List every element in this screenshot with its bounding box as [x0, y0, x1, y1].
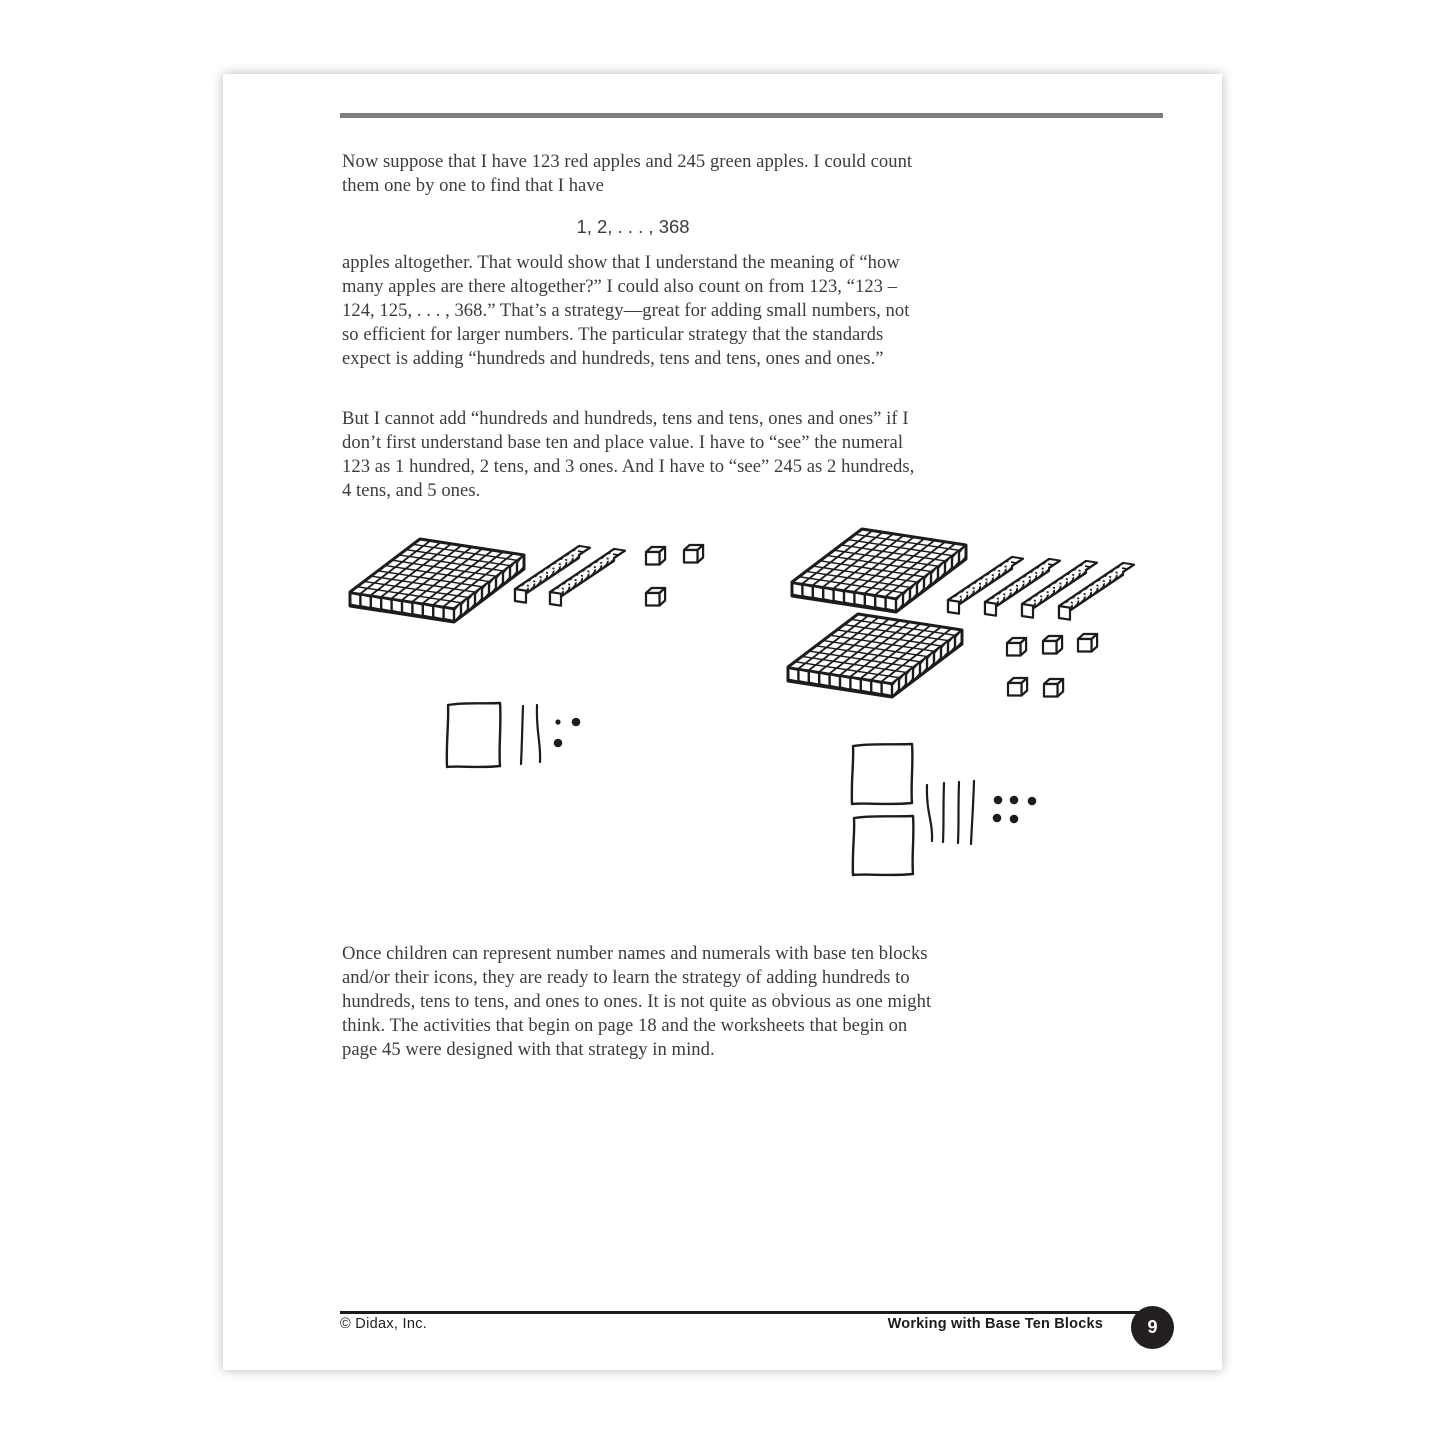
one-dot-icon — [1010, 815, 1019, 824]
hundred-flat-block — [350, 539, 524, 622]
one-dot-icon — [572, 718, 581, 727]
base-ten-blocks-figure — [330, 520, 1190, 910]
hundred-flat-block — [788, 614, 962, 697]
copyright-text: © Didax, Inc. — [340, 1316, 428, 1332]
one-unit-cube — [1043, 636, 1062, 654]
hundred-square-icon — [853, 816, 914, 875]
document-page — [223, 74, 1222, 1370]
ten-stick-icon — [537, 705, 540, 762]
one-unit-cube — [1008, 678, 1027, 696]
ten-stick-icon — [943, 783, 944, 842]
paragraph-counting: Now suppose that I have 123 red apples and 245 green apples. I could count them one by one to find that I have — [342, 151, 913, 196]
one-dot-icon — [555, 719, 560, 724]
one-dot-icon — [1010, 796, 1019, 805]
ten-stick-icon — [958, 782, 959, 843]
one-unit-cube — [1044, 679, 1063, 697]
paragraph-conclusion: Once children can represent number names and numerals with base ten blocks and/or their icons, they are ready to learn the strategy of adding hundreds to hundreds, tens to tens, and ones to ones. It is not quite as obvious as one might think. The activities that begin on page 18 and the worksheets that begin on page 45 were designed with that strategy in mind. — [342, 943, 932, 1060]
book-title: Working with Base Ten Blocks — [887, 1316, 1103, 1332]
one-unit-cube — [646, 547, 665, 565]
page-number-badge — [1131, 1306, 1174, 1349]
one-dot-icon — [554, 739, 563, 748]
ten-stick-icon — [521, 706, 523, 764]
blocks-245-group — [788, 529, 1134, 697]
blocks-123-group — [350, 539, 703, 622]
one-dot-icon — [993, 814, 1002, 823]
paragraph-strategy: apples altogether. That would show that I understand the meaning of “how many apples are there altogether?” I could also count on from 123, “123 – 124, 125, . . . , 368.” That’s a strategy—great for adding small numbers, not so efficient for larger numbers. The particular strategy that the standards expect is adding “hundreds and hundreds, tens and tens, ones and ones.” — [342, 252, 910, 369]
one-unit-cube — [1078, 634, 1097, 652]
one-unit-cube — [684, 545, 703, 563]
counting-sequence-line: 1, 2, . . . , 368 — [576, 216, 690, 237]
hundred-square-icon — [447, 703, 501, 767]
one-dot-icon — [1028, 797, 1037, 806]
footer-rule — [340, 1311, 1140, 1314]
one-unit-cube — [1007, 638, 1026, 656]
ten-stick-icon — [927, 785, 932, 841]
hundred-square-icon — [852, 744, 913, 804]
paragraph-place-value: But I cannot add “hundreds and hundreds, tens and tens, ones and ones” if I don’t first understand base ten and place value. I have to “see” the numeral 123 as 1 hundred, 2 tens, and 3 ones. And I have to “see” 245 as 2 hundreds, 4 tens, and 5 ones. — [342, 408, 915, 501]
one-unit-cube — [646, 588, 665, 606]
one-dot-icon — [994, 796, 1003, 805]
page-number: 9 — [1147, 1317, 1158, 1337]
header-rule — [340, 113, 1163, 118]
hundred-flat-block — [792, 529, 966, 612]
ten-stick-icon — [971, 781, 974, 844]
icons-245-group — [852, 744, 1037, 875]
icons-123-group — [447, 703, 581, 767]
